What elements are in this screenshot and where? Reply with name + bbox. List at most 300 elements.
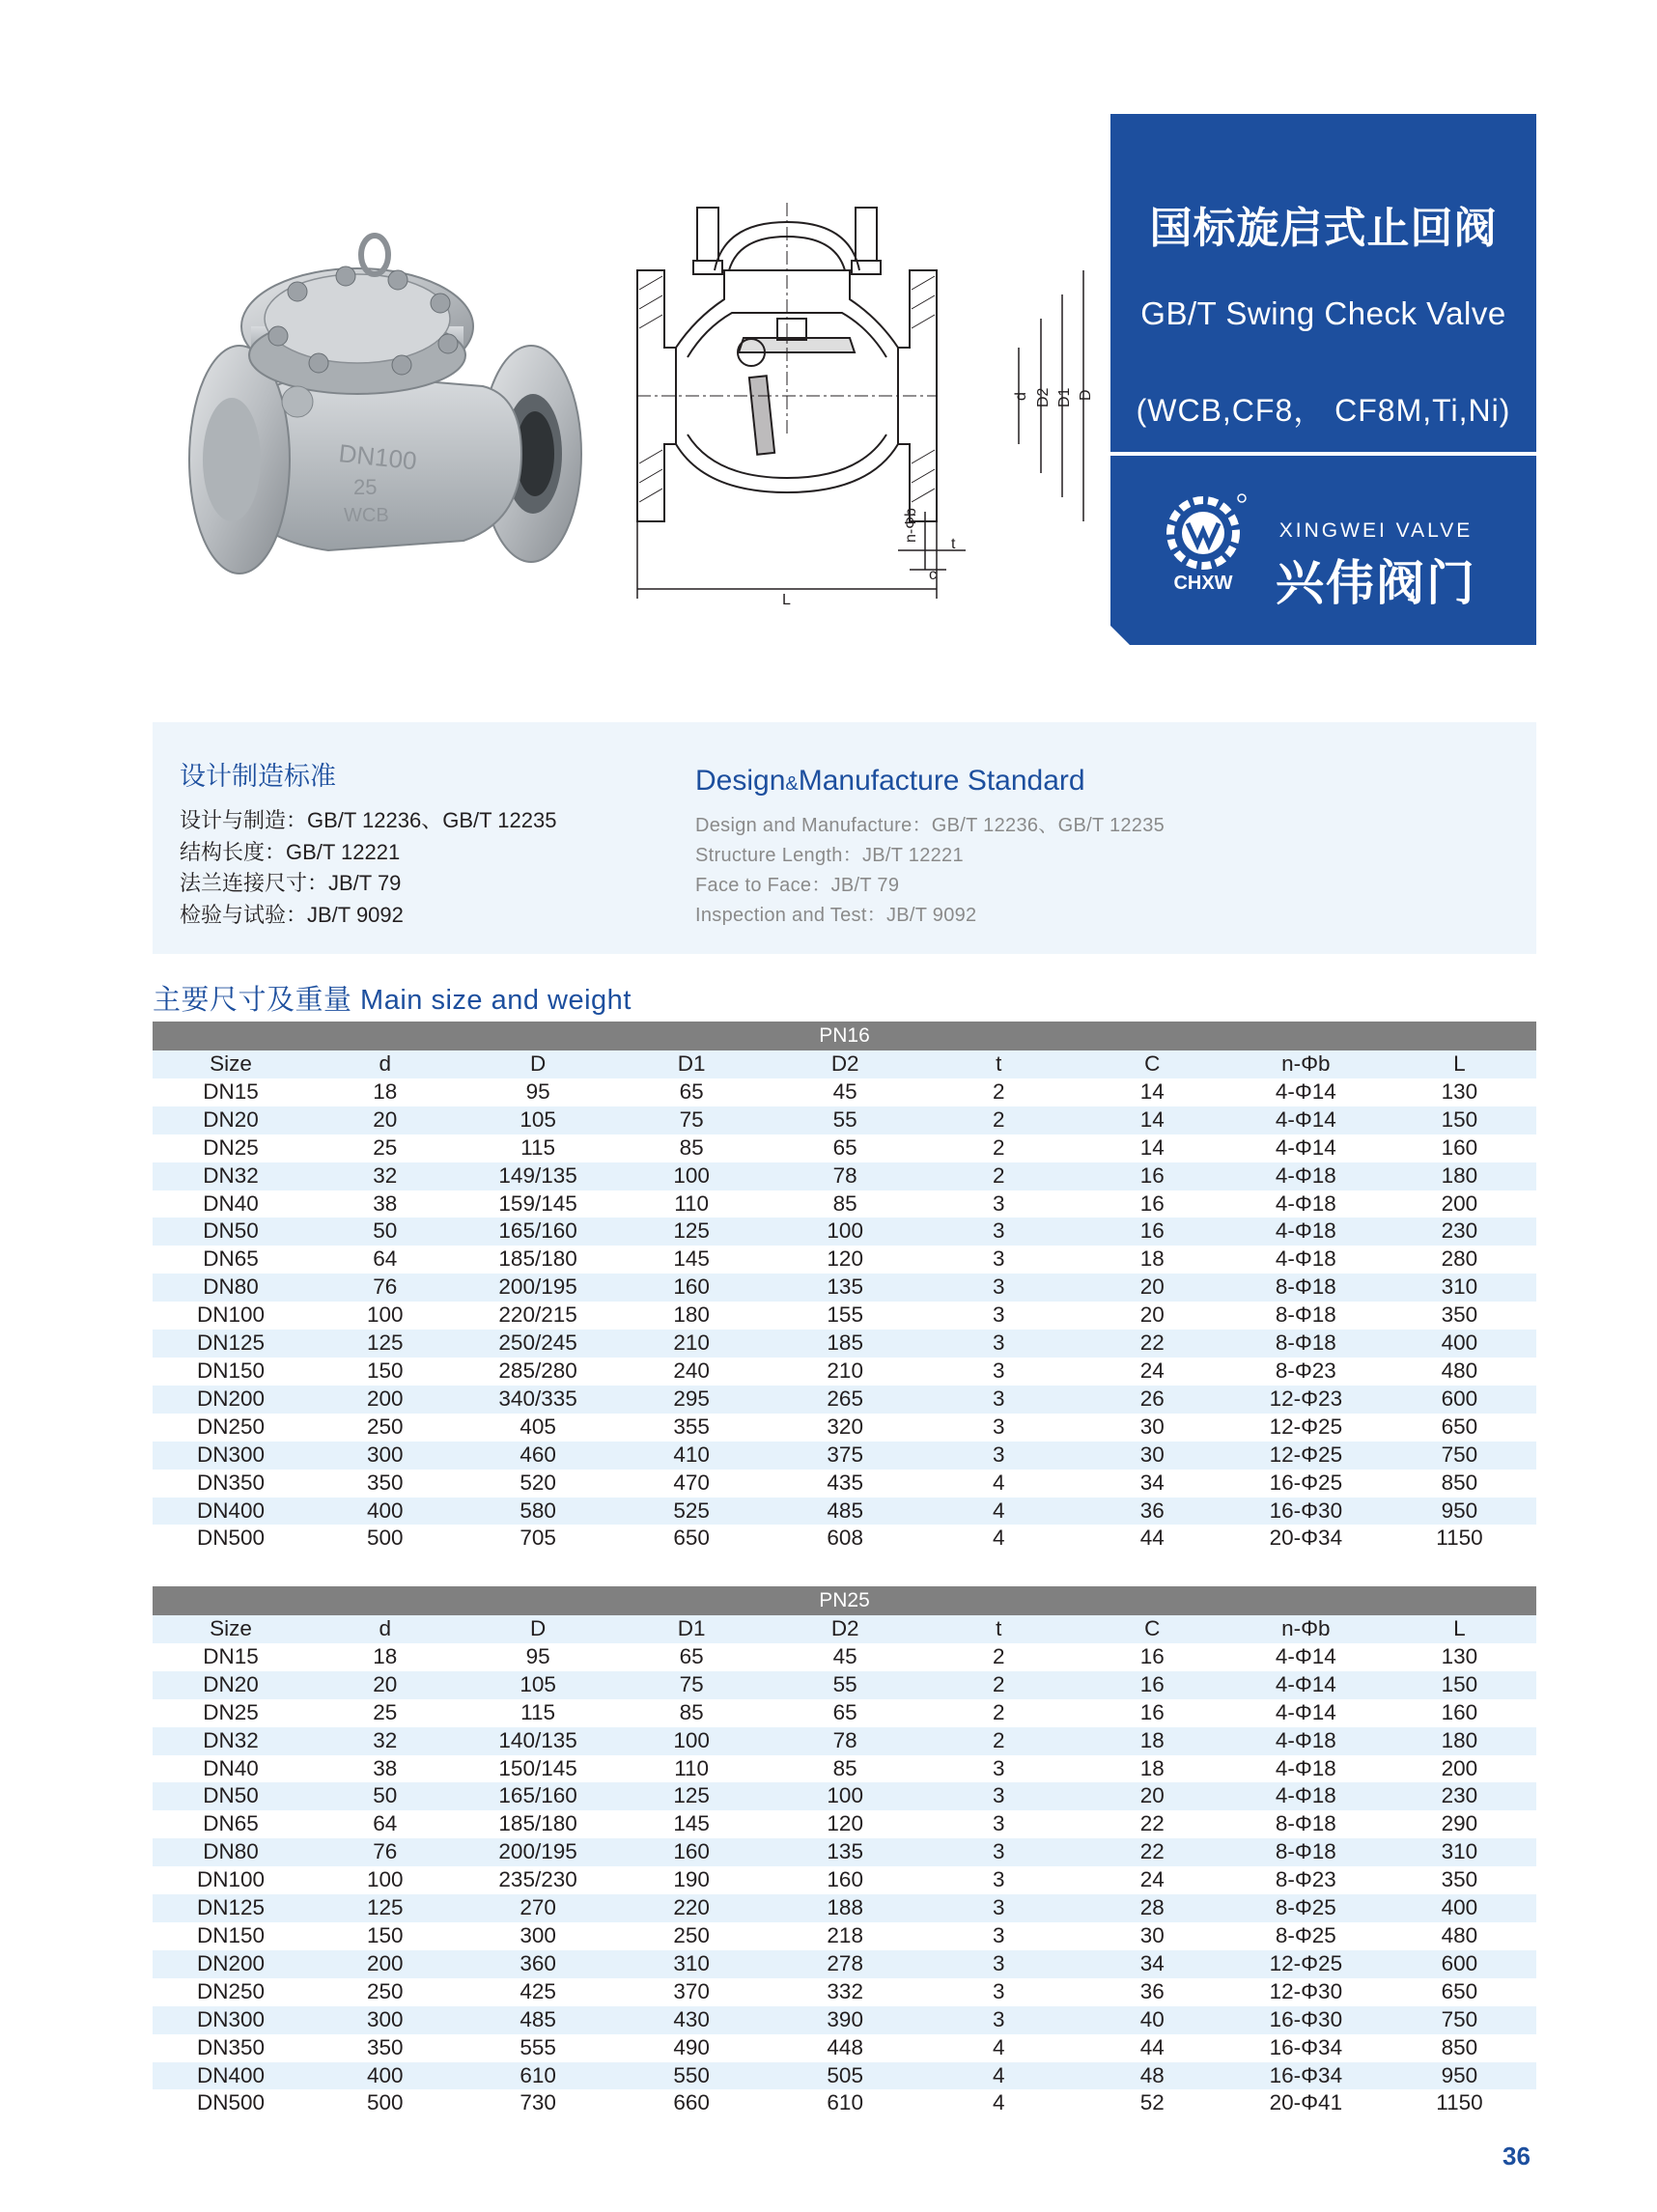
table-cell: 18 [309,1643,462,1671]
table-cell: 500 [309,1525,462,1553]
table-cell: 95 [462,1078,615,1106]
table-cell: 55 [769,1671,922,1699]
column-header: D1 [615,1050,769,1078]
table-cell: 65 [615,1643,769,1671]
table-cell: 200 [309,1386,462,1414]
table-cell: 22 [1076,1330,1229,1358]
table-cell: DN300 [153,1442,309,1470]
column-header: t [922,1050,1076,1078]
table-cell: 25 [309,1134,462,1162]
table-cell: 20 [309,1106,462,1134]
table-cell: DN150 [153,1922,309,1950]
table-cell: 4-Φ18 [1229,1782,1383,1810]
table-cell: 4-Φ18 [1229,1162,1383,1190]
table-cell: 18 [309,1078,462,1106]
table-cell: 3 [922,1950,1076,1978]
table-row [153,1330,1536,1358]
table-cell: 20 [309,1671,462,1699]
table-cell: 610 [769,2089,922,2117]
table-cell: 150 [1383,1671,1536,1699]
table-cell: 505 [769,2062,922,2090]
table-cell: 220/215 [462,1302,615,1330]
table-cell: 110 [615,1755,769,1783]
table-row [153,1106,1536,1134]
table-cell: 405 [462,1414,615,1442]
column-header: d [309,1615,462,1643]
table-cell: 1150 [1383,1525,1536,1553]
table-row [153,1894,1536,1922]
table-cell: 3 [922,1838,1076,1866]
table-cell: 650 [615,1525,769,1553]
table-row [153,1699,1536,1727]
table-row [153,1727,1536,1755]
table-cell: 188 [769,1894,922,1922]
table-cell: 16-Φ34 [1229,2034,1383,2062]
table-cell: 3 [922,1358,1076,1386]
table-cell: 16-Φ30 [1229,2006,1383,2034]
table-cell: 3 [922,1190,1076,1218]
table-cell: DN400 [153,2062,309,2090]
table-cell: 12-Φ25 [1229,1414,1383,1442]
table-cell: 4 [922,2034,1076,2062]
table-cell: 485 [462,2006,615,2034]
table-row [153,1134,1536,1162]
column-header: Size [153,1615,309,1643]
table-cell: 2 [922,1643,1076,1671]
table-cell: 2 [922,1106,1076,1134]
table-cell: 30 [1076,1414,1229,1442]
brand-name-cn: 兴伟阀门 [1276,556,1476,610]
table-cell: 220 [615,1894,769,1922]
pressure-band: PN16 [153,1022,1536,1050]
standard-line-en: Structure Length：JB/T 12221 [695,845,964,866]
table-cell: 16 [1076,1190,1229,1218]
table-cell: DN80 [153,1838,309,1866]
table-cell: 8-Φ18 [1229,1810,1383,1838]
table-cell: 730 [462,2089,615,2117]
column-header: d [309,1050,462,1078]
table-row [153,1643,1536,1671]
table-cell: 75 [615,1106,769,1134]
table-row [153,2034,1536,2062]
table-cell: 3 [922,1386,1076,1414]
table-cell: 130 [1383,1078,1536,1106]
table-row [153,1246,1536,1274]
table-cell: 4-Φ18 [1229,1218,1383,1246]
table-cell: 14 [1076,1078,1229,1106]
table-cell: 3 [922,2006,1076,2034]
table-cell: DN125 [153,1894,309,1922]
product-materials: (WCB,CF8， CF8M,Ti,Ni) [1136,393,1511,428]
table-cell: 145 [615,1810,769,1838]
column-header-row [153,1615,1536,1643]
table-cell: DN32 [153,1727,309,1755]
standards-box [153,722,1536,954]
table-cell: 120 [769,1810,922,1838]
table-cell: 85 [615,1134,769,1162]
column-header: D [462,1615,615,1643]
table-cell: 600 [1383,1386,1536,1414]
table-cell: 660 [615,2089,769,2117]
table-cell: 310 [615,1950,769,1978]
column-header: L [1383,1615,1536,1643]
table-cell: 3 [922,1274,1076,1302]
column-header: n-Φb [1229,1050,1383,1078]
table-cell: 78 [769,1162,922,1190]
table-cell: 750 [1383,2006,1536,2034]
standard-line-cn: 检验与试验：JB/T 9092 [180,902,404,927]
table-cell: 36 [1076,1498,1229,1526]
table-cell: 185 [769,1330,922,1358]
dim-label-d1: D1 [1056,387,1073,407]
table-cell: 30 [1076,1442,1229,1470]
table-cell: 125 [309,1894,462,1922]
standards-title-en [695,765,1085,798]
table-cell: 525 [615,1498,769,1526]
table-cell: 300 [309,2006,462,2034]
table-cell: 8-Φ25 [1229,1922,1383,1950]
table-cell: DN65 [153,1246,309,1274]
table-cell: 52 [1076,2089,1229,2117]
table-cell: 16-Φ30 [1229,1498,1383,1526]
table-cell: DN100 [153,1866,309,1894]
table-cell: 500 [309,2089,462,2117]
table-cell: 650 [1383,1978,1536,2006]
table-cell: 400 [309,1498,462,1526]
dim-label-d2: D2 [1035,387,1052,407]
table-cell: 160 [615,1838,769,1866]
table-cell: DN65 [153,1810,309,1838]
table-cell: 185/180 [462,1246,615,1274]
table-cell: 350 [309,2034,462,2062]
table-cell: 610 [462,2062,615,2090]
table-cell: 250 [309,1978,462,2006]
table-cell: 38 [309,1755,462,1783]
table-cell: 3 [922,1302,1076,1330]
table-cell: 4 [922,2089,1076,2117]
table-cell: 4-Φ14 [1229,1078,1383,1106]
standard-line-en: Face to Face：JB/T 79 [695,875,900,896]
table-cell: 20-Φ41 [1229,2089,1383,2117]
table-cell: 608 [769,1525,922,1553]
table-cell: 50 [309,1218,462,1246]
table-cell: 115 [462,1134,615,1162]
table-cell: 490 [615,2034,769,2062]
table-cell: 480 [1383,1922,1536,1950]
table-cell: 3 [922,1330,1076,1358]
table-row [153,1274,1536,1302]
table-cell: 4 [922,1498,1076,1526]
table-cell: 12-Φ25 [1229,1442,1383,1470]
table-cell: DN500 [153,1525,309,1553]
table-cell: 370 [615,1978,769,2006]
table-row [153,1190,1536,1218]
table-cell: DN250 [153,1414,309,1442]
standard-line-cn: 法兰连接尺寸：JB/T 79 [180,871,402,895]
table-cell: 38 [309,1190,462,1218]
cast-pressure-mark: 25 [353,475,378,499]
table-cell: 4-Φ18 [1229,1755,1383,1783]
table-cell: 95 [462,1643,615,1671]
table-cell: 64 [309,1246,462,1274]
table-cell: 448 [769,2034,922,2062]
table-row [153,1218,1536,1246]
table-row [153,2062,1536,2090]
dim-label-l: L [782,592,791,608]
table-cell: DN350 [153,2034,309,2062]
standard-line-cn: 结构长度：GB/T 12221 [180,839,401,864]
dimension-table-pn25 [153,1586,1536,2117]
cast-size-mark: DN100 [337,438,419,476]
table-row [153,1414,1536,1442]
page-number: 36 [1503,2142,1531,2170]
table-cell: 149/135 [462,1162,615,1190]
table-cell: 105 [462,1106,615,1134]
table-cell: 400 [1383,1330,1536,1358]
table-cell: 240 [615,1358,769,1386]
table-cell: 2 [922,1078,1076,1106]
table-cell: 8-Φ18 [1229,1330,1383,1358]
table-cell: 355 [615,1414,769,1442]
table-cell: 25 [309,1699,462,1727]
table-cell: 150 [309,1922,462,1950]
table-cell: 22 [1076,1810,1229,1838]
table-cell: 34 [1076,1470,1229,1498]
table-cell: DN500 [153,2089,309,2117]
table-cell: 200 [309,1950,462,1978]
table-cell: 4-Φ18 [1229,1727,1383,1755]
table-cell: 190 [615,1866,769,1894]
dim-label-dd: D [1078,389,1094,401]
table-cell: 3 [922,1218,1076,1246]
column-header: D2 [769,1615,922,1643]
table-cell: 140/135 [462,1727,615,1755]
table-cell: 520 [462,1470,615,1498]
table-cell: 2 [922,1162,1076,1190]
table-cell: 2 [922,1671,1076,1699]
table-cell: 24 [1076,1358,1229,1386]
table-cell: 8-Φ18 [1229,1838,1383,1866]
column-header: t [922,1615,1076,1643]
product-title-cn: 国标旋启式止回阀 [1149,205,1498,252]
column-header: Size [153,1050,309,1078]
table-cell: 180 [1383,1727,1536,1755]
title-panel [1110,114,1536,645]
table-cell: 130 [1383,1643,1536,1671]
table-cell: 400 [309,2062,462,2090]
column-header: D [462,1050,615,1078]
table-cell: 48 [1076,2062,1229,2090]
table-cell: DN15 [153,1643,309,1671]
table-cell: 55 [769,1106,922,1134]
table-cell: 3 [922,1866,1076,1894]
table-cell: DN25 [153,1699,309,1727]
table-cell: 265 [769,1386,922,1414]
standard-line-cn: 设计与制造：GB/T 12236、GB/T 12235 [180,808,557,832]
table-cell: 110 [615,1190,769,1218]
table-cell: 16 [1076,1699,1229,1727]
standards-title-en-b: Manufacture Standard [798,765,1085,797]
product-title-en: GB/T Swing Check Valve [1140,295,1506,331]
table-cell: 3 [922,1414,1076,1442]
table-row [153,1498,1536,1526]
table-cell: 150 [309,1358,462,1386]
table-cell: 76 [309,1838,462,1866]
dim-label-d: d [1013,392,1029,401]
table-row [153,1866,1536,1894]
table-cell: 4-Φ14 [1229,1134,1383,1162]
table-cell: 115 [462,1699,615,1727]
table-cell: DN250 [153,1978,309,2006]
table-cell: 150/145 [462,1755,615,1783]
table-cell: 410 [615,1442,769,1470]
table-cell: 375 [769,1442,922,1470]
table-cell: 555 [462,2034,615,2062]
table-cell: 26 [1076,1386,1229,1414]
table-cell: 480 [1383,1358,1536,1386]
table-cell: 350 [309,1470,462,1498]
dim-label-c: c [929,567,937,583]
table-cell: 4-Φ18 [1229,1246,1383,1274]
table-cell: DN200 [153,1386,309,1414]
table-cell: DN20 [153,1671,309,1699]
table-cell: 8-Φ18 [1229,1302,1383,1330]
table-cell: 2 [922,1699,1076,1727]
table-cell: 470 [615,1470,769,1498]
table-cell: 28 [1076,1894,1229,1922]
table-row [153,1810,1536,1838]
table-cell: 135 [769,1838,922,1866]
table-cell: 270 [462,1894,615,1922]
table-row [153,1671,1536,1699]
table-cell: 705 [462,1525,615,1553]
table-cell: 85 [615,1699,769,1727]
table-cell: 45 [769,1078,922,1106]
table-cell: 14 [1076,1106,1229,1134]
standards-title-en-a: Design [695,765,786,797]
table-cell: 332 [769,1978,922,2006]
table-cell: 12-Φ23 [1229,1386,1383,1414]
column-header: n-Φb [1229,1615,1383,1643]
table-cell: 180 [1383,1162,1536,1190]
table-cell: 160 [1383,1134,1536,1162]
table-cell: 12-Φ30 [1229,1978,1383,2006]
table-cell: 230 [1383,1218,1536,1246]
table-cell: 4-Φ18 [1229,1190,1383,1218]
table-cell: 180 [615,1302,769,1330]
standard-line-en: Inspection and Test：JB/T 9092 [695,905,977,926]
table-cell: 4 [922,2062,1076,2090]
table-cell: 250 [615,1922,769,1950]
table-cell: 12-Φ25 [1229,1950,1383,1978]
section-title: 主要尺寸及重量 Main size and weight [153,985,632,1016]
table-cell: 4-Φ14 [1229,1106,1383,1134]
table-row [153,1358,1536,1386]
table-cell: 300 [462,1922,615,1950]
standards-list-cn [180,805,556,931]
table-cell: DN100 [153,1302,309,1330]
table-cell: 105 [462,1671,615,1699]
table-cell: 78 [769,1727,922,1755]
table-row [153,1525,1536,1553]
table-cell: 20 [1076,1782,1229,1810]
table-cell: 135 [769,1274,922,1302]
table-cell: 235/230 [462,1866,615,1894]
table-cell: 600 [1383,1950,1536,1978]
table-cell: 32 [309,1162,462,1190]
table-cell: 280 [1383,1246,1536,1274]
table-cell: 16 [1076,1162,1229,1190]
table-cell: 650 [1383,1414,1536,1442]
table-cell: 320 [769,1414,922,1442]
table-cell: 250 [309,1414,462,1442]
table-cell: 278 [769,1950,922,1978]
table-cell: 45 [769,1643,922,1671]
panel-corner-cut [1110,626,1130,645]
table-cell: 3 [922,1442,1076,1470]
table-row [153,1922,1536,1950]
table-cell: 218 [769,1922,922,1950]
table-cell: 295 [615,1386,769,1414]
table-cell: 4-Φ14 [1229,1699,1383,1727]
table-cell: 950 [1383,2062,1536,2090]
table-row [153,1162,1536,1190]
table-cell: 18 [1076,1246,1229,1274]
table-cell: DN350 [153,1470,309,1498]
table-cell: 160 [1383,1699,1536,1727]
table-cell: 3 [922,1755,1076,1783]
valve-section-drawing [618,183,1101,628]
table-cell: 100 [769,1782,922,1810]
table-row [153,2006,1536,2034]
table-cell: 50 [309,1782,462,1810]
table-cell: 100 [615,1727,769,1755]
table-cell: 18 [1076,1727,1229,1755]
table-cell: 430 [615,2006,769,2034]
table-cell: 200/195 [462,1274,615,1302]
table-cell: 85 [769,1755,922,1783]
dim-label-t: t [951,536,956,552]
table-cell: 2 [922,1134,1076,1162]
table-cell: 16-Φ25 [1229,1470,1383,1498]
table-cell: 155 [769,1302,922,1330]
table-cell: 4 [922,1525,1076,1553]
table-cell: 580 [462,1498,615,1526]
table-cell: 16 [1076,1218,1229,1246]
table-row [153,2089,1536,2117]
table-cell: 40 [1076,2006,1229,2034]
table-cell: 145 [615,1246,769,1274]
table-cell: 300 [309,1442,462,1470]
table-cell: 125 [615,1782,769,1810]
table-cell: 3 [922,1922,1076,1950]
table-cell: 200 [1383,1755,1536,1783]
table-cell: 850 [1383,2034,1536,2062]
table-cell: DN50 [153,1782,309,1810]
table-cell: 850 [1383,1470,1536,1498]
table-cell: 200/195 [462,1838,615,1866]
table-cell: 485 [769,1498,922,1526]
table-cell: 16 [1076,1643,1229,1671]
column-header: D2 [769,1050,922,1078]
table-cell: 76 [309,1274,462,1302]
standard-line-en: Design and Manufacture：GB/T 12236、GB/T 12235 [695,815,1166,836]
panel-divider [1110,452,1536,456]
pressure-band: PN25 [153,1586,1536,1615]
valve-product-photo [174,222,599,589]
table-cell: 159/145 [462,1190,615,1218]
table-cell: 8-Φ25 [1229,1894,1383,1922]
